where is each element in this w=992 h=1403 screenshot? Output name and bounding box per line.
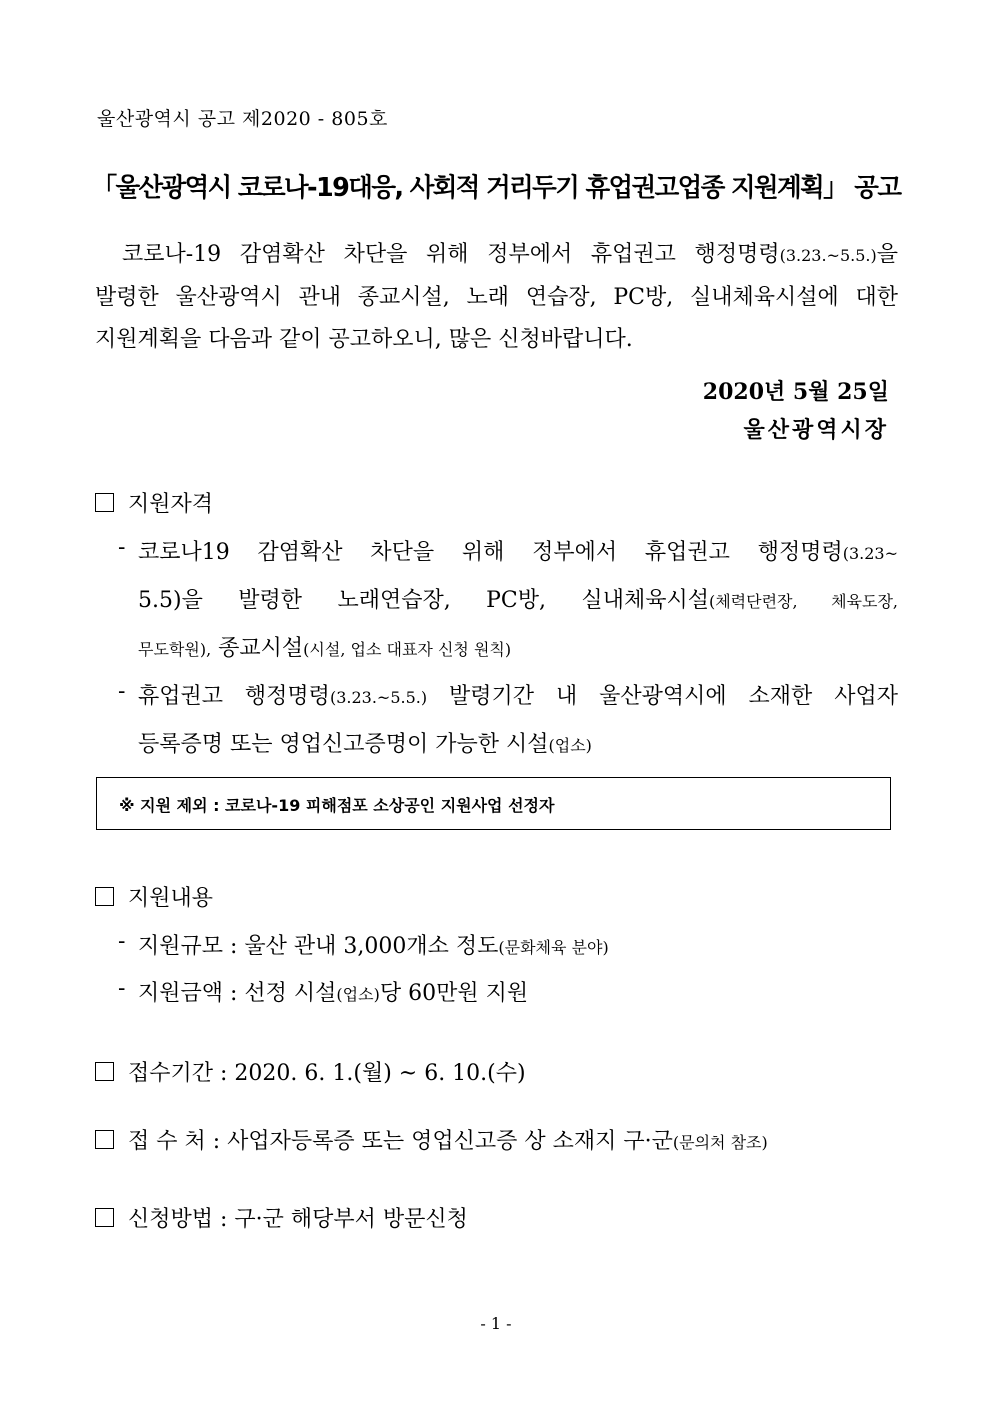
intro-line-3: 지원계획을 다음과 같이 공고하오니, 많은 신청바랍니다. (95, 327, 633, 352)
intro-line-1-main: 코로나-19 감염확산 차단을 위해 정부에서 휴업권고 행정명령 (122, 242, 780, 267)
eligibility-item-1-line-3-main: 종교시설 (211, 636, 304, 661)
eligibility-item-1-line-2-note: (체력단련장, 체육도장, (708, 592, 898, 611)
eligibility-item-1-line-3 (138, 631, 511, 662)
eligibility-item-1-line-2 (138, 583, 898, 614)
eligibility-item-2-line-2-note: (업소) (548, 736, 592, 755)
eligibility-item-1-line-3-note-a: 무도학원), (138, 640, 212, 659)
notice-number: 울산광역시 공고 제2020 - 805호 (97, 108, 388, 130)
intro-line-1 (95, 234, 898, 277)
checkbox-icon (95, 887, 114, 906)
checkbox-icon (95, 493, 114, 512)
exclusion-box (96, 777, 891, 830)
section-method (95, 1202, 468, 1233)
notice-date: 2020년 5월 25일 (702, 379, 889, 405)
section-support (95, 881, 213, 912)
section-office-note: (문의처 참조) (672, 1133, 768, 1152)
support-amount-note: (업소) (336, 985, 380, 1004)
eligibility-item-1-line-1-period: (3.23~ (842, 544, 898, 563)
intro-line-1-period: (3.23.~5.5.) (779, 246, 877, 265)
issuer-name: 울산광역시장 (743, 417, 889, 443)
section-office-text (128, 1124, 768, 1155)
eligibility-dash-2: - (118, 679, 126, 704)
exclusion-text: ※ 지원 제외 : 코로나-19 피해점포 소상공인 지원사업 선정자 (119, 796, 555, 815)
page-number: - 1 - (480, 1314, 512, 1333)
support-amount-main-a: 지원금액 : 선정 시설 (138, 981, 337, 1006)
eligibility-item-2-line-1-period: (3.23.~5.5.) (329, 688, 428, 707)
section-eligibility-heading: 지원자격 (128, 492, 214, 517)
eligibility-item-1-line-2-main: 5.5)을 발령한 노래연습장, PC방, 실내체육시설 (138, 588, 709, 613)
eligibility-item-2-line-2 (138, 727, 592, 758)
intro-line-2: 발령한 울산광역시 관내 종교시설, 노래 연습장, PC방, 실내체육시설에 대한 (95, 285, 898, 310)
eligibility-item-2-line-1 (138, 679, 898, 710)
eligibility-item-1-line-1-main: 코로나19 감염확산 차단을 위해 정부에서 휴업권고 행정명령 (138, 540, 843, 565)
eligibility-item-1-line-3-note-b: (시설, 업소 대표자 신청 원칙) (303, 640, 512, 659)
intro-paragraph (95, 234, 898, 361)
checkbox-icon (95, 1208, 114, 1227)
support-amount (138, 976, 528, 1007)
section-period (95, 1056, 526, 1087)
section-period-text: 접수기간 : 2020. 6. 1.(월) ~ 6. 10.(수) (128, 1061, 526, 1086)
intro-line-1-tail: 을 (876, 242, 898, 267)
section-office (95, 1124, 768, 1155)
checkbox-icon (95, 1130, 114, 1149)
support-scale (138, 929, 609, 960)
section-support-heading: 지원내용 (128, 886, 214, 911)
section-office-main: 접 수 처 : 사업자등록증 또는 영업신고증 상 소재지 구·군 (128, 1129, 673, 1154)
section-method-text: 신청방법 : 구·군 해당부서 방문신청 (128, 1207, 468, 1232)
support-dash-1: - (118, 929, 126, 954)
eligibility-item-2-line-1-main-b: 발령기간 내 울산광역시에 소재한 사업자 (427, 684, 898, 709)
eligibility-item-1-line-1 (138, 535, 898, 566)
section-eligibility (95, 487, 213, 518)
notice-title: 「울산광역시 코로나-19대응, 사회적 거리두기 휴업권고업종 지원계획」 공고 (91, 173, 901, 203)
support-scale-main: 지원규모 : 울산 관내 3,000개소 정도 (138, 934, 499, 959)
eligibility-dash-1: - (118, 535, 126, 560)
checkbox-icon (95, 1062, 114, 1081)
eligibility-item-2-line-2-main: 등록증명 또는 영업신고증명이 가능한 시설 (138, 732, 549, 757)
eligibility-item-2-line-1-main-a: 휴업권고 행정명령 (138, 684, 330, 709)
support-dash-2: - (118, 976, 126, 1001)
support-amount-main-b: 당 60만원 지원 (379, 981, 529, 1006)
support-scale-note: (문화체육 분야) (498, 938, 609, 957)
